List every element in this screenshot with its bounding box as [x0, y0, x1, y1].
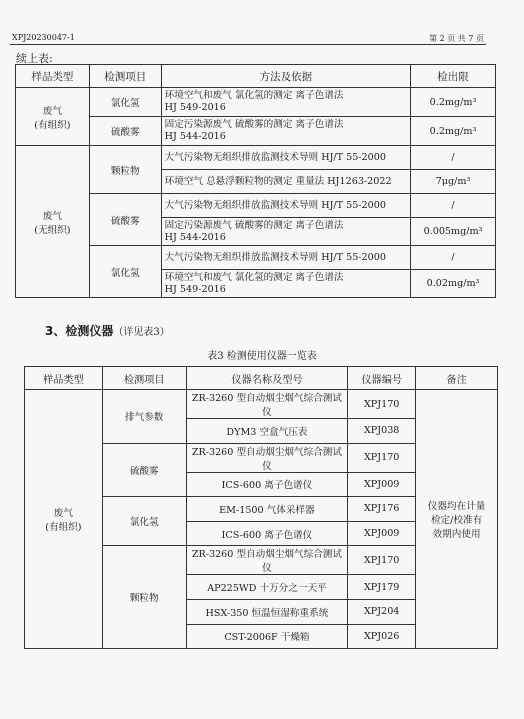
detection-limit-cell: /: [411, 246, 496, 270]
section-title: 3、检测仪器: [45, 324, 114, 338]
test-item-cell: 排气参数: [102, 390, 186, 444]
detection-limit-cell: 7μg/m³: [411, 170, 496, 194]
test-item-cell: 颗粒物: [89, 146, 161, 194]
table-row: [16, 88, 496, 117]
continued-label: 续上表:: [16, 52, 53, 65]
section-heading: [45, 322, 170, 339]
method-cell: 环境空气 总悬浮颗粒物的测定 重量法 HJ1263-2022: [161, 170, 410, 194]
column-header: 检出限: [411, 65, 496, 88]
detection-limit-cell: /: [411, 146, 496, 170]
method-cell: 固定污染源废气 硫酸雾的测定 离子色谱法 HJ 544-2016: [161, 117, 410, 146]
header-rule: [10, 44, 486, 45]
instrument-name-cell: ZR-3260 型自动烟尘烟气综合测试仪: [186, 443, 348, 472]
column-header: 样品类型: [25, 367, 103, 390]
instrument-id-cell: XPJ009: [348, 472, 416, 497]
instrument-id-cell: XPJ009: [348, 521, 416, 546]
instrument-id-cell: XPJ204: [348, 599, 416, 624]
test-item-cell: 硫酸雾: [89, 117, 161, 146]
column-header: 检测项目: [89, 65, 161, 88]
instrument-name-cell: ICS-600 离子色谱仪: [186, 472, 348, 497]
column-header: 备注: [416, 367, 498, 390]
instrument-name-cell: ZR-3260 型自动烟尘烟气综合测试仪: [186, 546, 348, 575]
instrument-id-cell: XPJ038: [348, 419, 416, 444]
method-cell: 大气污染物无组织排放监测技术导则 HJ/T 55-2000: [161, 146, 410, 170]
test-item-cell: 硫酸雾: [89, 194, 161, 246]
detection-limit-cell: 0.02mg/m³: [411, 270, 496, 298]
instrument-name-cell: ICS-600 离子色谱仪: [186, 521, 348, 546]
column-header: 检测项目: [102, 367, 186, 390]
method-cell: 环境空气和废气 氯化氢的测定 离子色谱法 HJ 549-2016: [161, 270, 410, 298]
test-item-cell: 氯化氢: [89, 246, 161, 298]
method-cell: 固定污染源废气 硫酸雾的测定 离子色谱法 HJ 544-2016: [161, 218, 410, 246]
test-item-cell: 氯化氢: [89, 88, 161, 117]
detection-limit-cell: 0.005mg/m³: [411, 218, 496, 246]
table-header-row: [25, 367, 498, 390]
method-cell: 环境空气和废气 氯化氢的测定 离子色谱法 HJ 549-2016: [161, 88, 410, 117]
sample-type-cell: 废气 (无组织): [16, 146, 90, 298]
instrument-id-cell: XPJ170: [348, 443, 416, 472]
instrument-name-cell: ZR-3260 型自动烟尘烟气综合测试仪: [186, 390, 348, 419]
sample-type-cell: 废气 (有组织): [25, 390, 103, 649]
test-item-cell: 硫酸雾: [102, 443, 186, 497]
method-cell: 大气污染物无组织排放监测技术导则 HJ/T 55-2000: [161, 194, 410, 218]
instrument-name-cell: EM-1500 气体采样器: [186, 497, 348, 522]
instrument-id-cell: XPJ026: [348, 624, 416, 649]
instrument-id-cell: XPJ170: [348, 546, 416, 575]
section-note: （详见表3）: [113, 327, 170, 338]
table-caption: 表3 检测使用仪器一览表: [207, 351, 317, 362]
instrument-name-cell: DYM3 空盒气压表: [186, 419, 348, 444]
sample-type-cell: 废气 (有组织): [16, 88, 90, 146]
page-number: 第 2 页 共 7 页: [429, 34, 484, 43]
instrument-name-cell: AP225WD 十万分之一天平: [186, 575, 348, 600]
instrument-name-cell: HSX-350 恒温恒湿称重系统: [186, 599, 348, 624]
instrument-id-cell: XPJ176: [348, 497, 416, 522]
methods-table: [15, 64, 496, 298]
instruments-table: [24, 366, 498, 649]
detection-limit-cell: /: [411, 194, 496, 218]
test-item-cell: 氯化氢: [102, 497, 186, 546]
instrument-id-cell: XPJ179: [348, 575, 416, 600]
detection-limit-cell: 0.2mg/m³: [411, 117, 496, 146]
column-header: 仪器名称及型号: [186, 367, 348, 390]
instrument-id-cell: XPJ170: [348, 390, 416, 419]
method-cell: 大气污染物无组织排放监测技术导则 HJ/T 55-2000: [161, 246, 410, 270]
report-number: XPJ20230047-1: [12, 33, 75, 42]
instrument-name-cell: CST-2006F 干燥箱: [186, 624, 348, 649]
column-header: 方法及依据: [161, 65, 410, 88]
table-row: [16, 146, 496, 170]
table-row: [25, 390, 498, 419]
table-header-row: [16, 65, 496, 88]
detection-limit-cell: 0.2mg/m³: [411, 88, 496, 117]
column-header: 样品类型: [16, 65, 90, 88]
test-item-cell: 颗粒物: [102, 546, 186, 649]
column-header: 仪器编号: [348, 367, 416, 390]
remark-cell: 仪器均在计量 检定/校准有 效期内使用: [416, 390, 498, 649]
